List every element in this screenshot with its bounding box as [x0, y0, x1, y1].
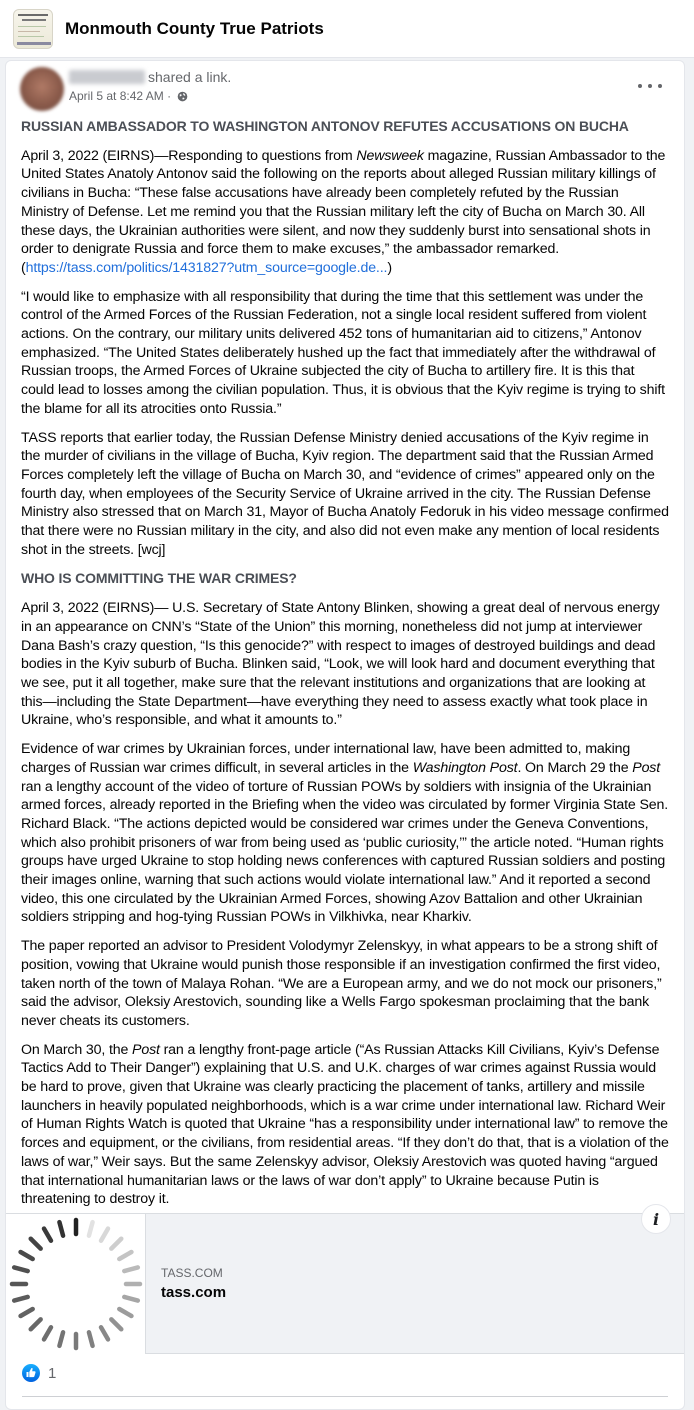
source-link[interactable]: https://tass.com/politics/1431827?utm_source=google.de...	[25, 259, 388, 276]
paragraph: The paper reported an advisor to President Volodymyr Zelenskyy, in what appears to be a strong shift of position, vowing that Ukraine would punish those responsible if an investigation confirmed the first video, taken north of the town of Malaya Rohan. “We are a European army, and we do not mock our prisoners,” said the advisor, Oleksiy Arestovich, sounding like a Wells Fargo spokesman proclaiming that the bank never cheats its customers.	[21, 938, 662, 1029]
info-icon: i	[652, 1209, 660, 1229]
more-options-icon	[638, 84, 642, 88]
post-card	[5, 60, 685, 1410]
post-header	[6, 61, 684, 113]
divider	[22, 1396, 668, 1397]
reactions-summary[interactable]	[22, 1364, 56, 1382]
paragraph: On March 30, the Post ran a lengthy front-page article (“As Russian Attacks Kill Civilians, Kyiv’s Defense Tactics Add to Their Danger”) explaining that U.S. and U.K. charges of war crimes against Russia would be hard to prove, given that Ukraine was clearly practicing the placement of tanks, artillery and missile launchers in heavily populated neighborhoods, which is a war crime under international law. Richard Weir of Human Rights Watch is quoted that Ukraine “has a responsibility under international law” to remove the forces and equipment, or the civilians, from residential areas. “If they don’t do that, that is a violation of the laws of war,” Weir says. But the same Zelenskyy advisor, Oleksiy Arestovich was quoted having “argued that international humanitarian laws or the laws of war don’t apply” to Ukraine because Putin is threatening to destroy it.	[21, 1041, 669, 1208]
preview-domain: TASS.COM	[161, 1266, 223, 1280]
preview-thumbnail[interactable]	[6, 1214, 146, 1354]
link-preview[interactable]	[6, 1209, 685, 1354]
group-name[interactable]: Monmouth County True Patriots	[65, 18, 324, 38]
group-logo[interactable]	[13, 9, 53, 49]
globe-icon[interactable]	[177, 91, 188, 102]
post-meta	[69, 89, 188, 103]
info-button[interactable]	[641, 1204, 671, 1234]
paragraph: Evidence of war crimes by Ukrainian forces, under international law, have been admitted to, making charges of Russian war crimes difficult, in several articles in the Washington Post. On March 29 the Post ran a lengthy account of the video of torture of Russian POWs by soldiers with insignia of the Ukrainian armed forces, already reported in the Briefing when the video was circulated by former Virginia State Sen. Richard Black. “The actions depicted would be considered war crimes under the Geneva Conventions, which also prohibit prisoners of war from being used as ‘public curiosity,’” the article noted. “Human rights groups have urged Ukraine to stop holding news conferences with captured Russian soldiers and posting their images online, warning that such actions would violate international law.” And it reported a second video, this one circulated by the Ukrainian Armed Forces, showing Azov Battalion and other Ukrainian soldiers stripping and hog-tying Russian POWs in Vilkhivka, near Kharkiv.	[21, 741, 669, 926]
paragraph: April 3, 2022 (EIRNS)— U.S. Secretary of State Antony Blinken, showing a great deal of nervous energy in an appearance on CNN’s “State of the Union” this morning, nonetheless did not jump at interviewer Dana Bash’s crazy question, “Is this genocide?” with respect to images of destroyed buildings and dead bodies in the Kyiv suburb of Bucha. Blinken said, “Look, we will look hard and document everything that we see, put it all together, make sure that the relevant institutions and organizations that are looking at this—including the State Department—have everything they need to assess exactly what took place in Ukraine, who’s responsible, and what it amounts to.”	[21, 600, 660, 729]
post-body	[6, 117, 684, 1209]
reaction-count[interactable]: 1	[48, 1364, 57, 1382]
more-options-button[interactable]	[638, 78, 662, 94]
loading-spinner-icon	[6, 1214, 146, 1354]
preview-text[interactable]	[146, 1214, 226, 1353]
section-heading: RUSSIAN AMBASSADOR TO WASHINGTON ANTONOV REFUTES ACCUSATIONS ON BUCHA	[21, 118, 629, 134]
post-action-text: shared a link.	[148, 69, 232, 85]
avatar[interactable]	[20, 67, 64, 111]
group-header	[0, 0, 694, 58]
paragraph: TASS reports that earlier today, the Russian Defense Ministry denied accusations of the Kyiv regime in the murder of civilians in the village of Bucha, Kyiv region. The department said that the Russian Armed Forces completely left the village of Bucha on March 30, and “evidence of crimes” appeared only on the fourth day, when employees of the Security Service of Ukraine arrived in the city. The Russian Defense Ministry also stressed that on March 31, Mayor of Bucha Anatoly Fedoruk in his video message confirmed that there were no Russian military in the city, and also did not even make any mention of local residents shot in the streets. [wcj]	[21, 429, 669, 558]
paragraph: “I would like to emphasize with all responsibility that during the time that this settlement was under the control of the Armed Forces of the Russian Federation, not a single local resident suffered from violent actions. On the contrary, our military units delivered 452 tons of humanitarian aid to citizens,” Antonov emphasized. “The United States deliberately hushed up the fact that immediately after the withdrawal of Russian troops, the Armed Forces of Ukraine subjected the city of Bucha to artillery fire. It is this that could lead to losses among the civilian population. Thus, it is obvious that the Kyiv regime is trying to shift the blame for all its atrocities onto Russia.”	[21, 288, 665, 417]
like-icon	[22, 1364, 40, 1382]
author-name-redacted[interactable]	[69, 70, 145, 84]
paragraph: April 3, 2022 (EIRNS)—Responding to questions from Newsweek magazine, Russian Ambassador to the United States Anatoly Antonov said the following on the reports about alleged Russian military killings of civilians in Bucha: “These false accusations have already been completely refuted by the Russian Ministry of Defense. Let me remind you that the Russian military left the city of Bucha on March 30. All these days, the Ukrainian authorities were silent, and now they suddenly burst into sensational shots in order to denigrate Russia and force them to make excuses,” the ambassador remarked. (https://tass.com/politics/1431827?utm_source=google.de...)	[21, 147, 666, 276]
post-timestamp[interactable]: April 5 at 8:42 AM	[69, 89, 164, 103]
section-heading: WHO IS COMMITTING THE WAR CRIMES?	[21, 570, 297, 587]
meta-separator: ·	[167, 89, 172, 103]
preview-title[interactable]: tass.com	[161, 1284, 227, 1301]
